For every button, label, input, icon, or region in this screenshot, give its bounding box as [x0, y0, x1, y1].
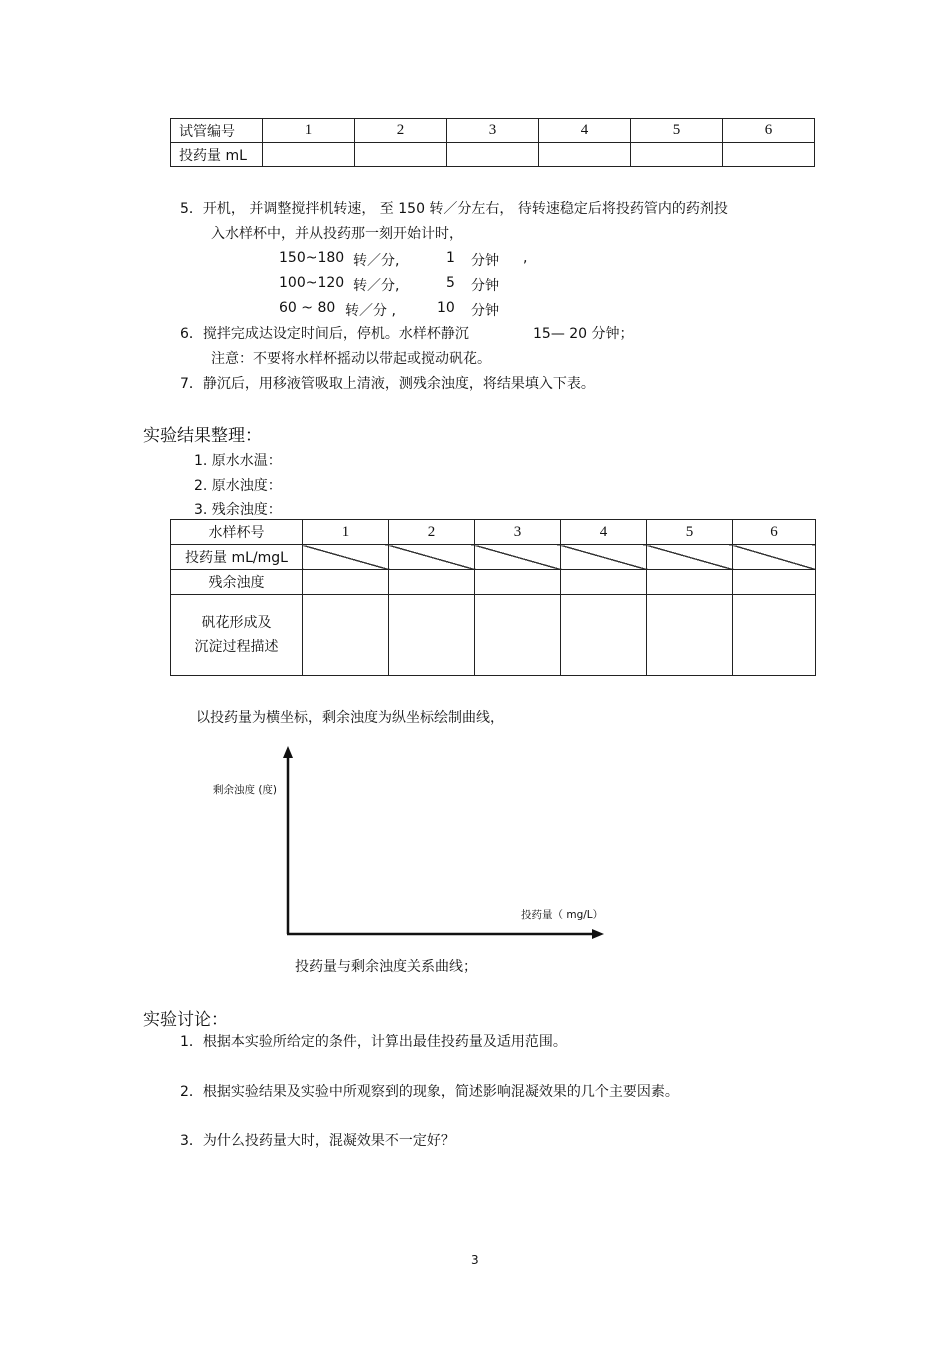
- turbidity-cell: [389, 570, 475, 595]
- result-item: 3. 残余浊度：: [194, 502, 282, 518]
- col-header: 2: [355, 119, 447, 143]
- step5-line1: 5．开机， 并调整搅拌机转速， 至 150 转／分左右， 待转速稳定后将投药管内的药剂投: [180, 201, 728, 217]
- y-axis-arrow: [283, 746, 293, 758]
- turbidity-cell: [647, 570, 733, 595]
- description-cell: [389, 595, 475, 676]
- col-header: 3: [475, 520, 561, 545]
- dose-cell-diagonal: [389, 545, 475, 570]
- y-axis-label: 剩余浊度 (度): [213, 784, 278, 796]
- turbidity-label: 残余浊度: [171, 570, 303, 595]
- question-3: 3．为什么投药量大时，混凝效果不一定好？: [180, 1133, 455, 1149]
- results-heading: 实验结果整理：: [143, 426, 262, 446]
- x-axis-arrow: [592, 929, 604, 939]
- page-number: 3: [471, 1253, 479, 1267]
- speed-rpm: 150~180: [279, 250, 345, 266]
- dose-cell: [355, 143, 447, 167]
- step6-note: 注意：不要将水样杯摇动以带起或搅动矾花。: [211, 351, 491, 367]
- speed-unit: 转／分,: [353, 278, 400, 294]
- question-1: 1．根据本实验所给定的条件，计算出最佳投药量及适用范围。: [180, 1034, 567, 1050]
- chart-caption: 投药量与剩余浊度关系曲线；: [295, 959, 477, 975]
- col-header: 5: [631, 119, 723, 143]
- result-item: 2. 原水浊度：: [194, 478, 282, 494]
- turbidity-cell: [303, 570, 389, 595]
- speed-rpm: 60 ~ 80: [279, 300, 336, 316]
- speed-min-unit: 分钟: [471, 278, 499, 294]
- speed-minutes: 10: [437, 300, 455, 316]
- speed-unit: 转／分 ,: [345, 303, 396, 319]
- dose-cell-diagonal: [475, 545, 561, 570]
- step5-line2: 入水样杯中，并从投药那一刻开始计时，: [211, 226, 463, 242]
- col-header: 4: [539, 119, 631, 143]
- dose-cell: [539, 143, 631, 167]
- turbidity-cell: [561, 570, 647, 595]
- step6-time: 15— 20 分钟；: [533, 326, 634, 342]
- results-table: [170, 519, 816, 676]
- dose-ml-label: 投药量 mL: [171, 143, 263, 167]
- floc-description-label: [171, 595, 303, 676]
- result-item: 1. 原水水温：: [194, 453, 282, 469]
- description-cell: [733, 595, 816, 676]
- speed-rpm: 100~120: [279, 275, 345, 291]
- speed-minutes: 5: [446, 275, 455, 291]
- col-header: 2: [389, 520, 475, 545]
- step7: 7．静沉后，用移液管吸取上清液，测残余浊度，将结果填入下表。: [180, 376, 595, 392]
- step6-line1: 6．搅拌完成达设定时间后，停机。水样杯静沉: [180, 326, 469, 342]
- description-cell: [561, 595, 647, 676]
- dose-cell-diagonal: [733, 545, 816, 570]
- description-cell: [647, 595, 733, 676]
- dose-cell: [447, 143, 539, 167]
- turbidity-cell: [475, 570, 561, 595]
- dose-cell-diagonal: [647, 545, 733, 570]
- speed-tail: ,: [523, 250, 528, 266]
- dose-label: 投药量 mL/mgL: [171, 545, 303, 570]
- tube-number-label: 试管编号: [171, 119, 263, 143]
- dose-cell: [723, 143, 815, 167]
- cup-number-label: 水样杯号: [171, 520, 303, 545]
- dose-cell: [263, 143, 355, 167]
- col-header: 4: [561, 520, 647, 545]
- question-2: 2．根据实验结果及实验中所观察到的现象，简述影响混凝效果的几个主要因素。: [180, 1084, 679, 1100]
- discussion-heading: 实验讨论：: [143, 1010, 228, 1030]
- col-header: 1: [263, 119, 355, 143]
- x-axis-label: 投药量（ mg/L）: [521, 909, 604, 921]
- col-header: 1: [303, 520, 389, 545]
- floc-label-line2: 沉淀过程描述: [194, 639, 279, 655]
- speed-minutes: 1: [446, 250, 455, 266]
- speed-min-unit: 分钟: [471, 303, 499, 319]
- description-cell: [475, 595, 561, 676]
- dose-cell: [631, 143, 723, 167]
- col-header: 6: [733, 520, 816, 545]
- turbidity-cell: [733, 570, 816, 595]
- floc-label-line1: 矾花形成及: [201, 615, 272, 631]
- col-header: 6: [723, 119, 815, 143]
- speed-min-unit: 分钟: [471, 253, 499, 269]
- dose-table: [170, 118, 815, 167]
- col-header: 3: [447, 119, 539, 143]
- col-header: 5: [647, 520, 733, 545]
- dose-cell-diagonal: [561, 545, 647, 570]
- speed-unit: 转／分,: [353, 253, 400, 269]
- plot-instruction: 以投药量为横坐标，剩余浊度为纵坐标绘制曲线，: [196, 710, 504, 726]
- description-cell: [303, 595, 389, 676]
- dose-cell-diagonal: [303, 545, 389, 570]
